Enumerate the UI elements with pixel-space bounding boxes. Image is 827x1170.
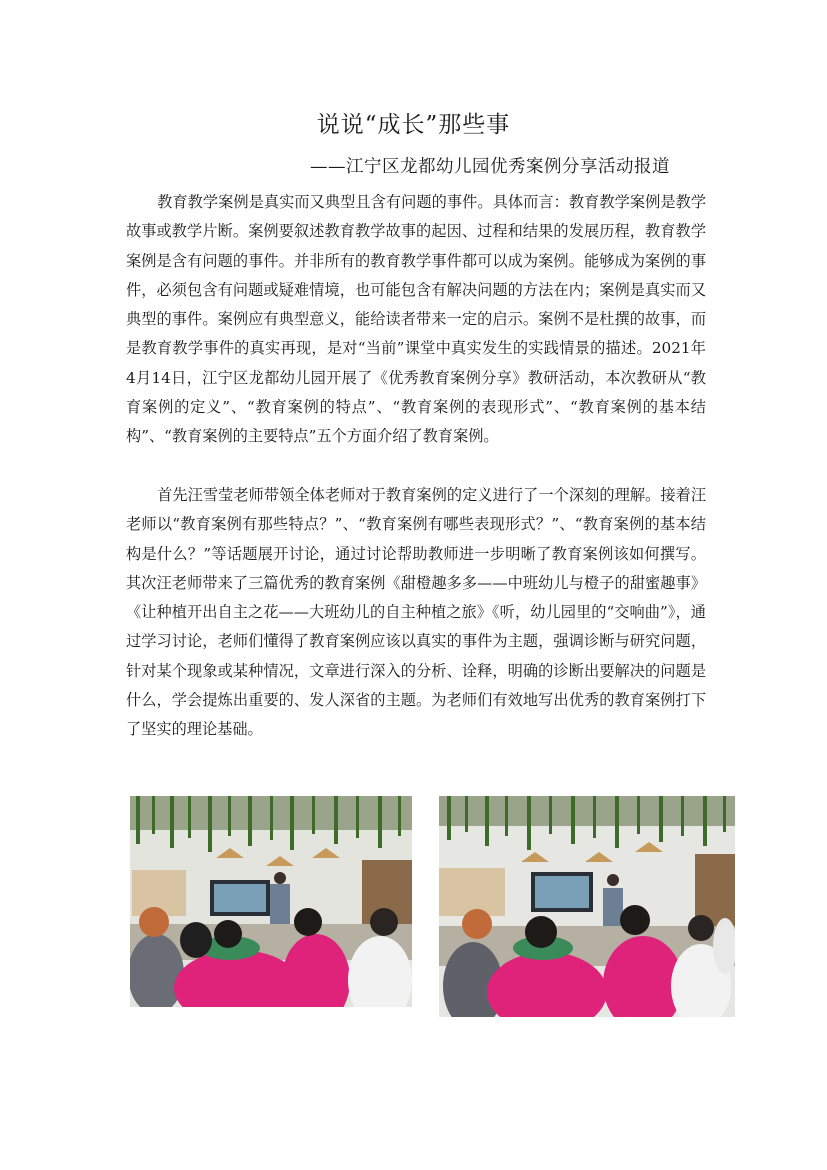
- document-subtitle: ——江宁区龙都幼儿园优秀案例分享活动报道: [310, 157, 670, 177]
- paragraph-1-text: 教育教学案例是真实而又典型且含有问题的事件。具体而言：教育教学案例是教学故事或教学片断。案例要叙述教育教学故事的起因、过程和结果的发展历程，教育教学案例是含有问题的事件。并非所有的教育教学事件都可以成为案例。能够成为案例的事件，必须包含有问题或疑难情境，也可能包含有解决问题的方法在内；案例是真实而又典型的事件。案例应有典型意义，能给读者带来一定的启示。案例不是杜撰的故事，而是教育教学事件的真实再现，是对“当前”课堂中真实发生的实践情景的描述。2021年4月14日，江宁区龙都幼儿园开展了《优秀教育案例分享》教研活动，本次教研从“教育案例的定义”、“教育案例的特点”、“教育案例的表现形式”、“教育案例的基本结构”、“教育案例的主要特点”五个方面介绍了教育案例。: [126, 193, 706, 446]
- paragraph-2: [126, 481, 706, 745]
- paragraph-1: [126, 188, 706, 452]
- meeting-photo-1: [130, 796, 412, 1007]
- document-title: 说说“成长”那些事: [316, 112, 511, 138]
- paragraph-2-text: 首先汪雪莹老师带领全体老师对于教育案例的定义进行了一个深刻的理解。接着汪老师以“教育案例有那些特点？”、“教育案例有哪些表现形式？”、“教育案例的基本结构是什么？”等话题展开讨论，通过讨论帮助教师进一步明晰了教育案例该如何撰写。其次汪老师带来了三篇优秀的教育案例《甜橙趣多多——中班幼儿与橙子的甜蜜趣事》《让种植开出自主之花——大班幼儿的自主种植之旅》《听，幼儿园里的“交响曲”》，通过学习讨论，老师们懂得了教育案例应该以真实的事件为主题，强调诊断与研究问题，针对某个现象或某种情况，文章进行深入的分析、诠释，明确的诊断出要解决的问题是什么，学会提炼出重要的、发人深省的主题。为老师们有效地写出优秀的教育案例打下了坚实的理论基础。: [126, 486, 706, 739]
- meeting-photo-2: [439, 796, 735, 1017]
